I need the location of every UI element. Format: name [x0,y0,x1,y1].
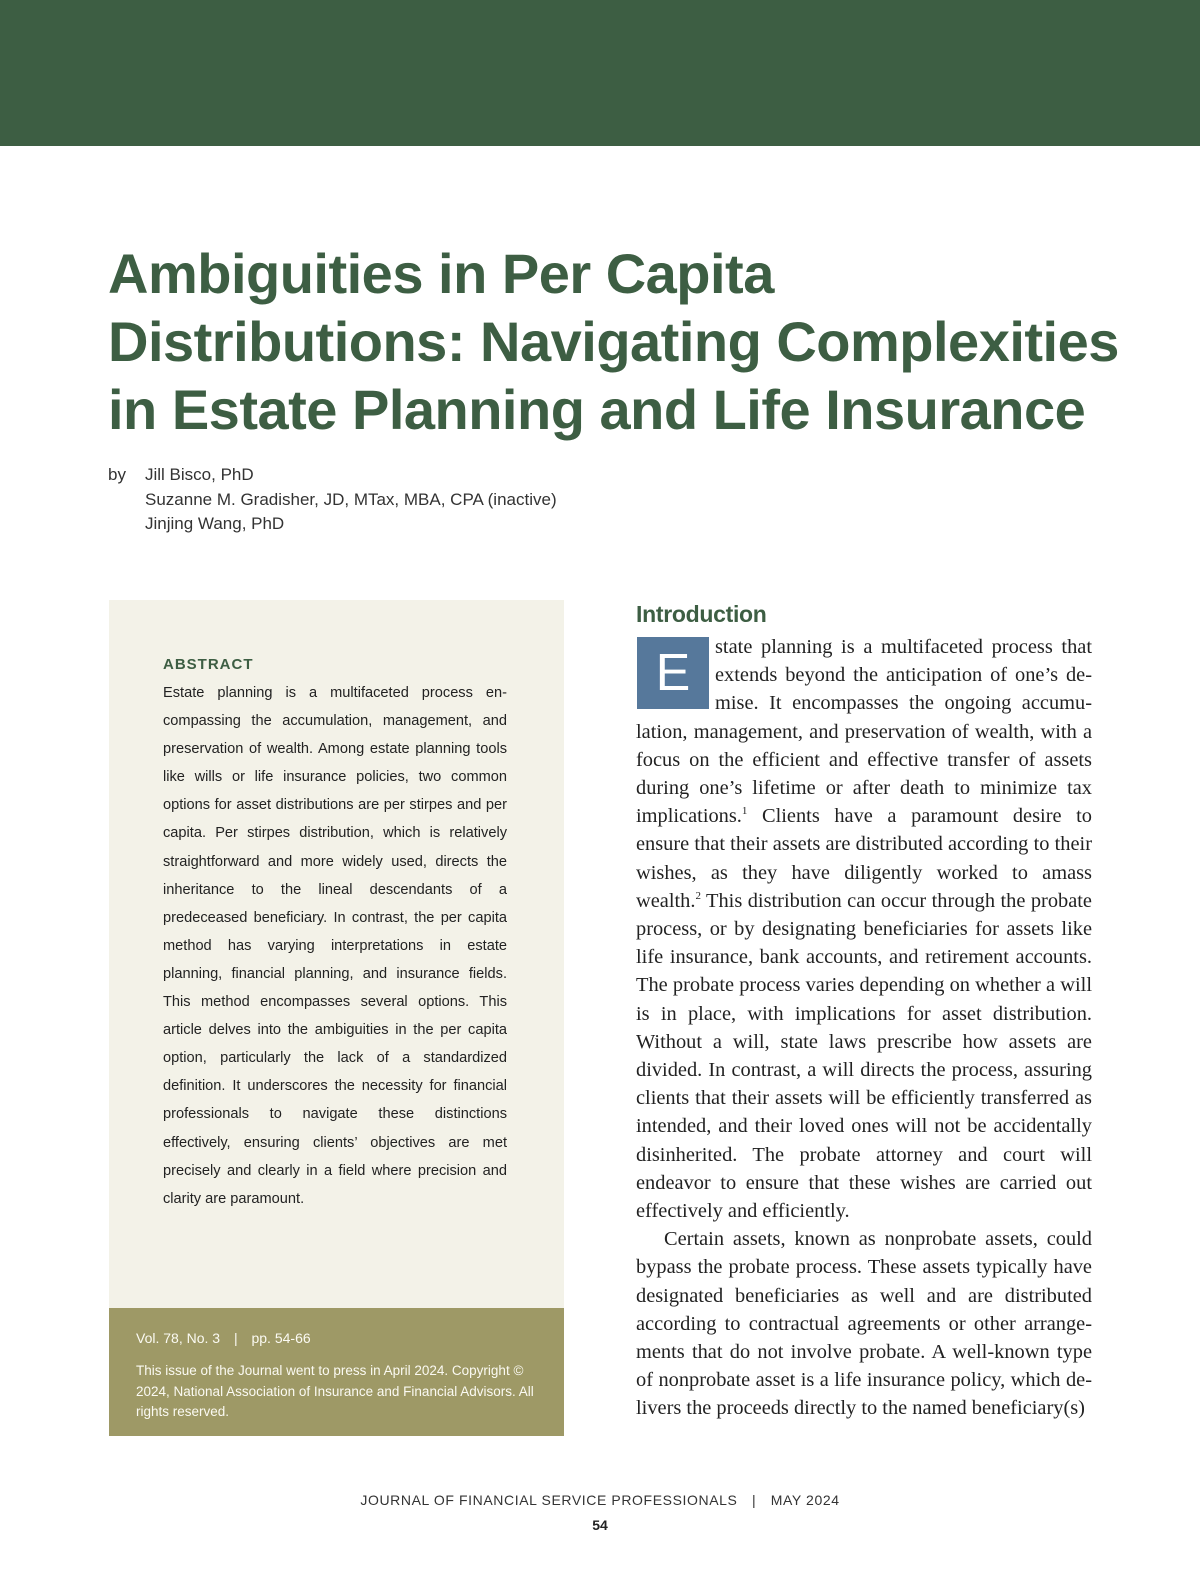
abstract-heading: ABSTRACT [163,656,254,673]
header-band [0,0,1200,146]
section-heading-introduction: Introduction [636,601,767,627]
footer-separator: | [751,1492,757,1508]
body-paragraph [636,633,1092,1225]
body-text-segment: This distribution can occur through the probate process, or by designating beneficiaries for assets like life insurance, bank accounts, and retirement accounts. The probate process varies depending on whether a will is in place, with implications for asset distribution. Without a will, state laws prescribe how assets are divided. In contrast, a will directs the process, assuring clients that their assets will be efficiently transferred as intended, and their loved ones will not be accidentally disinherited. The probate attorney and court will endeavor to ensure that these wishes are carried out effectively and efficiently. [636,889,1092,1223]
running-footer [0,1492,1200,1508]
author-name: Suzanne M. Gradisher, JD, MTax, MBA, CPA (inactive) [145,489,557,509]
body-paragraph: Certain assets, known as nonprobate assets, could bypass the probate process. These assets typically have designated beneficiaries as well and are distributed according to contractual agreements or other arrangements that do not involve probate. A well-known type of nonprobate asset is a life insurance policy, which delivers the proceeds directly to the named beneficiary(s) [636,1228,1092,1420]
byline-label: by [108,465,126,484]
journal-name: JOURNAL OF FINANCIAL SERVICE PROFESSIONALS [360,1492,738,1508]
article-body [636,633,1092,1423]
copyright-note: This issue of the Journal went to press in April 2024. Copyright © 2024, National Association of Insurance and Financial Advisors. All rights reserved. [136,1363,534,1419]
article-title: Ambiguities in Per Capita Distributions: Navigating Complexities in Estate Planning and Life Insurance [108,242,1119,441]
footnote-ref[interactable]: 1 [741,805,748,818]
abstract-body: Estate planning is a multifaceted process encompassing the accumulation, management, and preservation of wealth. Among estate planning tools like wills or life insurance policies, two common options for asset distributions are per stirpes and per capita. Per stirpes distribution, which is relatively straightforward and more widely used, directs the inheritance to the lineal descendants of a predeceased beneficiary. In contrast, the per capita method has varying interpretations in estate planning, financial planning, and insurance fields. This method encompasses several options. This article delves into the ambiguities in the per capita option, particularly the lack of a standardized definition. It underscores the necessity for financial professionals to navigate these distinctions effectively, ensuring clients’ objectives are met precisely and clearly in a field where precision and clarity are paramount. [163,685,507,1207]
volume-number: Vol. 78, No. 3 [136,1330,221,1346]
page-range: pp. 54-66 [251,1330,311,1346]
author-list [145,463,557,537]
issue-date: MAY 2024 [770,1492,840,1508]
author-name: Jill Bisco, PhD [145,465,254,484]
byline [108,463,557,537]
drop-cap: E [637,637,709,709]
volume-separator: | [233,1330,238,1346]
abstract-box [109,600,564,1308]
publication-info-box [109,1308,564,1436]
body-text-segment: Clients have a paramount desire to ensure that their assets are distributed according to their wishes, as they have diligently worked to amass wealth. [636,805,1092,912]
page-number: 54 [592,1517,608,1533]
volume-info [136,1330,311,1346]
body-text-segment: state planning is a multifaceted process that extends beyond the anticipation of one’s demise. It encompasses the ongoing accumulation, management, and preservation of wealth, with a focus on the efficient and effective transfer of assets during one’s lifetime or after death to minimize tax implications. [636,636,1092,828]
author-name: Jinjing Wang, PhD [145,514,285,533]
footnote-ref[interactable]: 2 [695,890,701,903]
